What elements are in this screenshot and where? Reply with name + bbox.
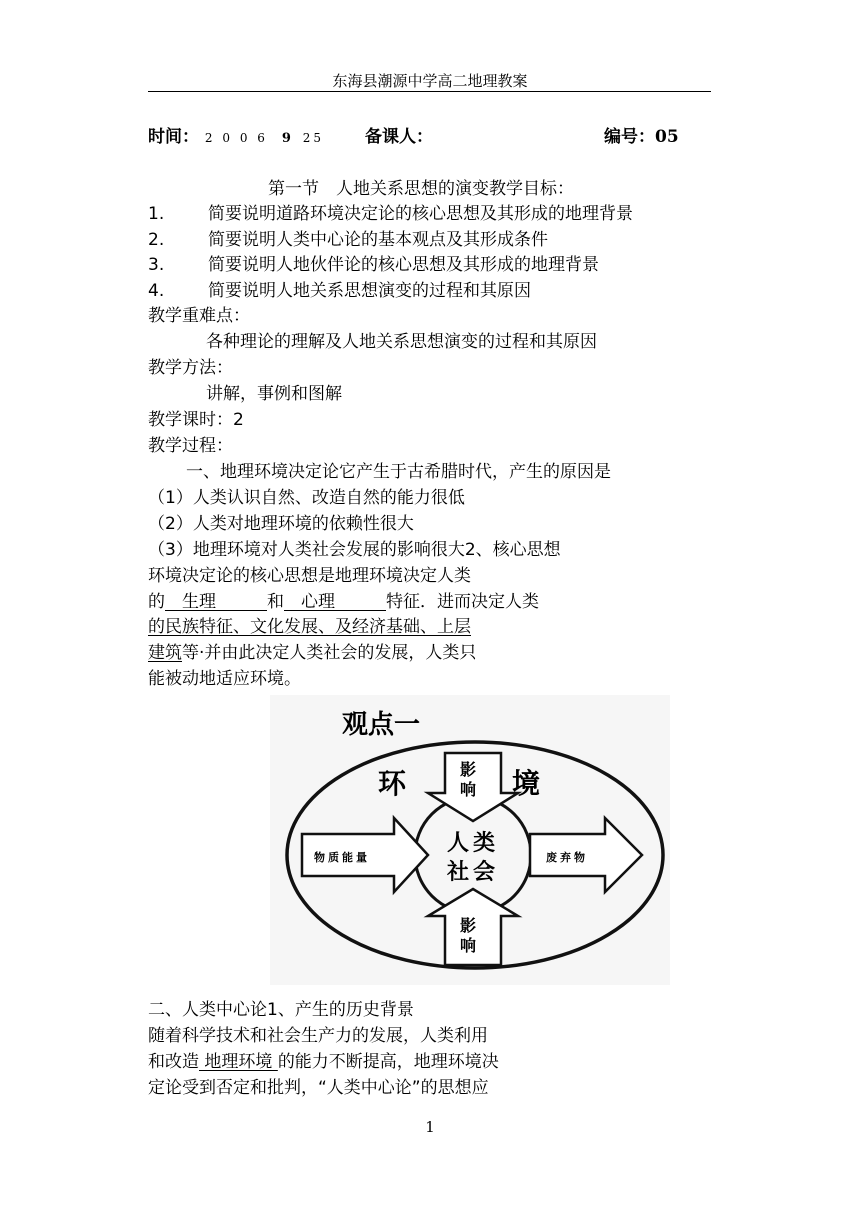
core-line-2: 的 生理 和 心理 特征．进而决定人类 bbox=[148, 592, 539, 612]
core-line-4: 建筑等·并由此决定人类社会的发展，人类只 bbox=[148, 643, 477, 663]
preparer-label: 备课人： bbox=[365, 127, 433, 147]
right-arrow-label: 废弃物 bbox=[546, 851, 588, 864]
key-points-text: 各种理论的理解及人地关系思想演变的过程和其原因 bbox=[206, 332, 597, 352]
number-label: 编号：05 bbox=[604, 127, 679, 147]
header-rule bbox=[148, 91, 711, 92]
left-arrow-label: 物质能量 bbox=[314, 851, 370, 864]
top-arrow-char: 影 bbox=[460, 760, 477, 779]
part2-line-1: 随着科学技术和社会生产力的发展，人类利用 bbox=[148, 1026, 488, 1046]
viewpoint-one-diagram bbox=[270, 695, 670, 985]
env-right-label: 境 bbox=[512, 767, 541, 800]
hours-line: 教学课时：2 bbox=[148, 410, 244, 430]
blank-environment: 地理环境 bbox=[199, 1052, 278, 1072]
diagram-title: 观点一 bbox=[342, 710, 421, 740]
part2-line-3: 定论受到否定和批判，“人类中心论”的思想应 bbox=[148, 1078, 489, 1098]
time-label: 时间： bbox=[148, 127, 199, 147]
core-line-1: 环境决定论的核心思想是地理环境决定人类 bbox=[148, 566, 471, 586]
method-label: 教学方法： bbox=[148, 358, 233, 378]
page-number: 1 bbox=[425, 1118, 435, 1136]
process-label: 教学过程： bbox=[148, 436, 233, 456]
part2-line-2: 和改造 地理环境 的能力不断提高，地理环境决 bbox=[148, 1052, 499, 1072]
reason-3: （3）地理环境对人类社会发展的影响很大2、核心思想 bbox=[148, 540, 561, 560]
bottom-arrow-char: 影 bbox=[460, 916, 477, 935]
objective-item: 2. 简要说明人类中心论的基本观点及其形成条件 bbox=[148, 230, 548, 250]
reason-2: （2）人类对地理环境的依赖性很大 bbox=[148, 514, 414, 534]
core-line-3: 的民族特征、文化发展、及经济基础、上层 bbox=[148, 617, 471, 637]
reason-1: （1）人类认识自然、改造自然的能力很低 bbox=[148, 488, 465, 508]
bottom-arrow-char: 响 bbox=[460, 936, 477, 955]
objective-item: 4. 简要说明人地关系思想演变的过程和其原因 bbox=[148, 281, 531, 301]
section-title: 第一节 人地关系思想的演变教学目标： bbox=[268, 179, 574, 199]
env-left-label: 环 bbox=[378, 767, 407, 800]
blank-psychology: 心理 bbox=[284, 592, 386, 612]
page-header: 东海县潮源中学高二地理教案 bbox=[332, 72, 528, 90]
time-day: 25 bbox=[302, 131, 325, 145]
time-month: 9 bbox=[281, 131, 291, 146]
top-arrow-char: 响 bbox=[460, 780, 477, 799]
method-text: 讲解，事例和图解 bbox=[206, 384, 342, 404]
objective-item: 1. 简要说明道路环境决定论的核心思想及其形成的地理背景 bbox=[148, 204, 633, 224]
time-year: 2 0 0 6 bbox=[204, 131, 268, 145]
center-label: 社会 bbox=[446, 859, 500, 885]
objective-item: 3. 简要说明人地伙伴论的核心思想及其形成的地理背景 bbox=[148, 255, 599, 275]
part2-title: 二、人类中心论1、产生的历史背景 bbox=[148, 1000, 414, 1020]
blank-physiology: 生理 bbox=[165, 592, 267, 612]
time-field bbox=[148, 122, 324, 147]
blank-superstructure: 建筑 bbox=[148, 643, 182, 663]
key-points-label: 教学重难点： bbox=[148, 306, 250, 326]
center-label: 人类 bbox=[446, 830, 500, 856]
part1-intro: 一、地理环境决定论它产生于古希腊时代，产生的原因是 bbox=[186, 462, 611, 482]
core-line-5: 能被动地适应环境。 bbox=[148, 669, 301, 689]
